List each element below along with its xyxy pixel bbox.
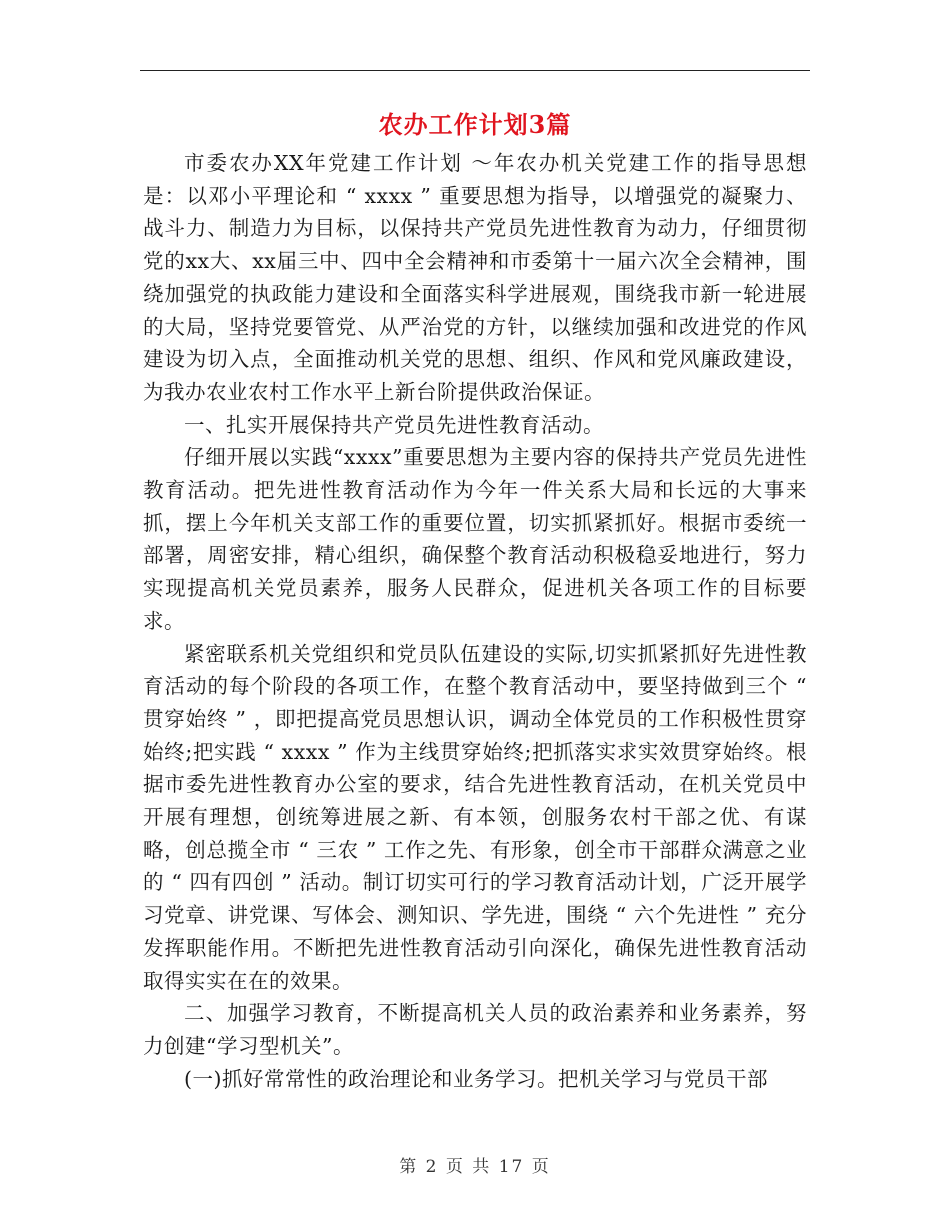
paragraph-intro: 市委农办XX年党建工作计划 ～年农办机关党建工作的指导思想是：以邓小平理论和 “ xxxx ” 重要思想为指导，以增强党的凝聚力、战斗力、制造力为目标，以保持共产党员先进性教育为动力，仔细贯彻党的xx大、xx届三中、四中全会精神和市委第十一届六次全会精神，围绕加强党的执政能力建设和全面落实科学进展观，围绕我市新一轮进展的大局，坚持党要管党、从严治党的方针，以继续加强和改进党的作风建设为切入点，全面推动机关党的思想、组织、作风和党风廉政建设，为我办农业农村工作水平上新台阶提供政治保证。 xyxy=(143,151,807,404)
page-footer: 第 2 页 共 17 页 xyxy=(399,1157,551,1177)
document-body xyxy=(143,147,807,1095)
section-heading-2: 二、加强学习教育，不断提高机关人员的政治素养和业务素养，努力创建“学习型机关”。 xyxy=(143,1001,807,1058)
section-heading-1: 一、扎实开展保持共产党员先进性教育活动。 xyxy=(184,412,604,437)
paragraph-section-1-b: 紧密联系机关党组织和党员队伍建设的实际,切实抓紧抓好先进性教育活动的每个阶段的各项工作，在整个教育活动中，要坚持做到三个 “ 贯穿始终 ” ，即把提高党员思想认识，调动全体党员的工作积极性贯穿始终;把实践 “ xxxx ” 作为主线贯穿始终;把抓落实求实效贯穿始终。根据市委先进性教育办公室的要求，结合先进性教育活动，在机关党员中开展有理想，创统筹进展之新、有本领，创服务农村干部之优、有谋略，创总揽全市 “ 三农 ” 工作之先、有形象，创全市干部群众满意之业的 “ 四有四创 ” 活动。制订切实可行的学习教育活动计划，广泛开展学习党章、讲党课、写体会、测知识、学先进，围绕 “ 六个先进性 ” 充分发挥职能作用。不断把先进性教育活动引向深化，确保先进性教育活动取得实实在在的效果。 xyxy=(143,641,807,993)
paragraph-section-1-a: 仔细开展以实践“xxxx”重要思想为主要内容的保持共产党员先进性教育活动。把先进性教育活动作为今年一件关系大局和长远的大事来抓，摆上今年机关支部工作的重要位置，切实抓紧抓好。根据市委统一部署，周密安排，精心组织，确保整个教育活动积极稳妥地进行，努力实现提高机关党员素养，服务人民群众，促进机关各项工作的目标要求。 xyxy=(143,445,807,633)
header-rule xyxy=(140,70,810,71)
document-title: 农办工作计划3篇 xyxy=(378,110,572,139)
subsection-heading-2-1: (一)抓好常常性的政治理论和业务学习。把机关学习与党员干部 xyxy=(184,1066,768,1091)
